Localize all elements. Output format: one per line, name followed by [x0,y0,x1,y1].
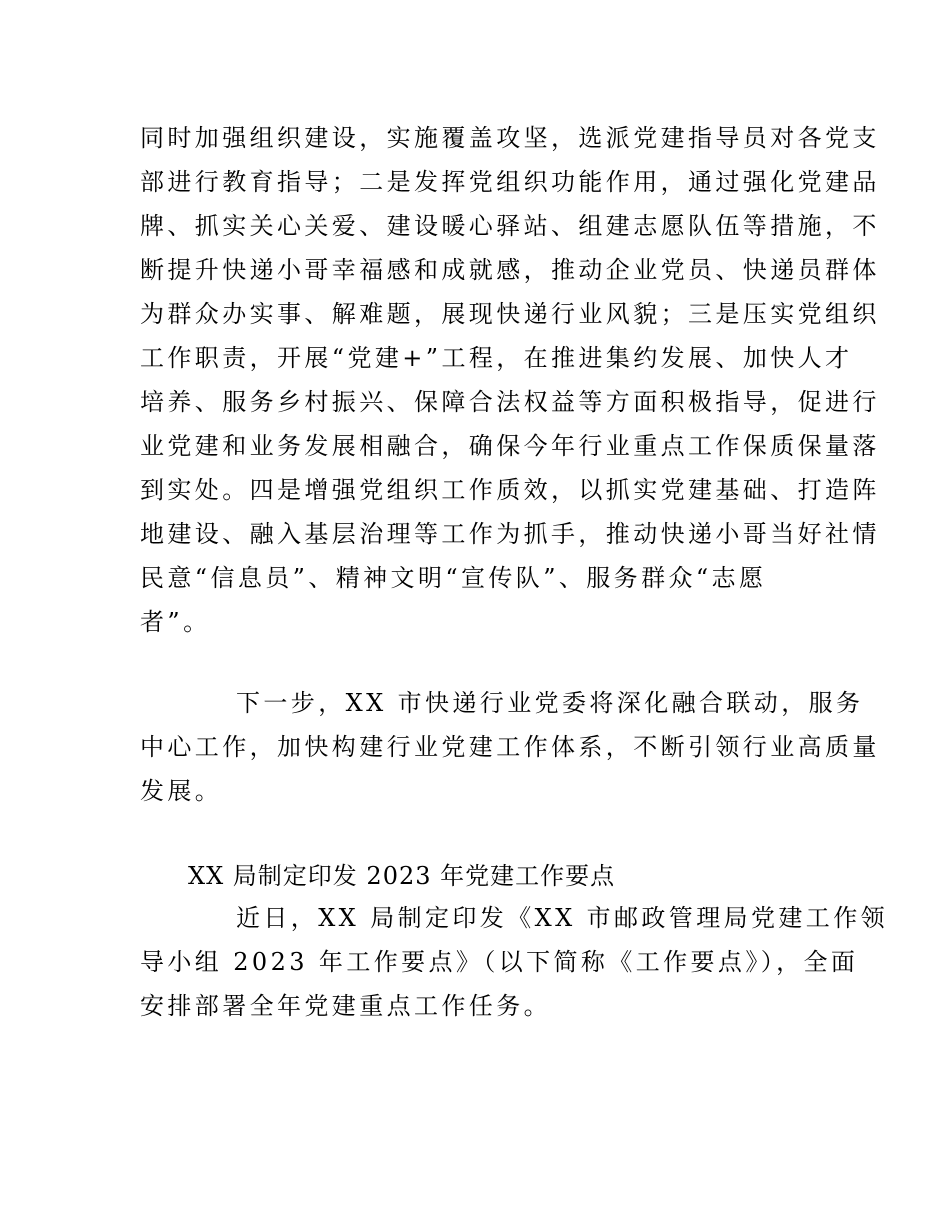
paragraph-line: 下一步，XX 市快递行业党委将深化融合联动，服务 [236,689,864,717]
section-heading: XX 局制定印发 2023 年党建工作要点 [188,862,616,890]
paragraph-line: 培养、服务乡村振兴、保障合法权益等方面积极指导，促进行 [140,388,880,416]
paragraph-work-points [140,896,888,1028]
paragraph-line: 导小组 2023 年工作要点》（以下简称《工作要点》），全面 [140,948,859,976]
paragraph-line: 部进行教育指导；二是发挥党组织功能作用，通过强化党建品 [140,168,880,196]
paragraph-line: 近日，XX 局制定印发《XX 市邮政管理局党建工作领 [236,904,888,932]
paragraph-party-building-measures [140,116,880,644]
paragraph-line: 者”。 [140,608,211,636]
paragraph-line: 同时加强组织建设，实施覆盖攻坚，选派党建指导员对各党支 [140,124,880,152]
paragraph-line: 地建设、融入基层治理等工作为抓手，推动快递小哥当好社情 [140,520,880,548]
paragraph-line: 中心工作，加快构建行业党建工作体系，不断引领行业高质量 [140,733,880,761]
paragraph-next-step [140,681,880,813]
paragraph-line: 断提升快递小哥幸福感和成就感，推动企业党员、快递员群体 [140,256,880,284]
paragraph-line: 发展。 [140,777,223,805]
paragraph-line: 安排部署全年党建重点工作任务。 [140,992,551,1020]
paragraph-line: 到实处。四是增强党组织工作质效，以抓实党建基础、打造阵 [140,476,880,504]
paragraph-line: 为群众办实事、解难题，展现快递行业风貌；三是压实党组织 [140,300,880,328]
paragraph-line: 民意“信息员”、精神文明“宣传队”、服务群众“志愿 [140,564,767,592]
paragraph-line: 牌、抓实关心关爱、建设暖心驿站、组建志愿队伍等措施，不 [140,212,880,240]
paragraph-line: 工作职责，开展“党建+”工程，在推进集约发展、加快人才 [140,344,853,372]
paragraph-line: 业党建和业务发展相融合，确保今年行业重点工作保质保量落 [140,432,880,460]
